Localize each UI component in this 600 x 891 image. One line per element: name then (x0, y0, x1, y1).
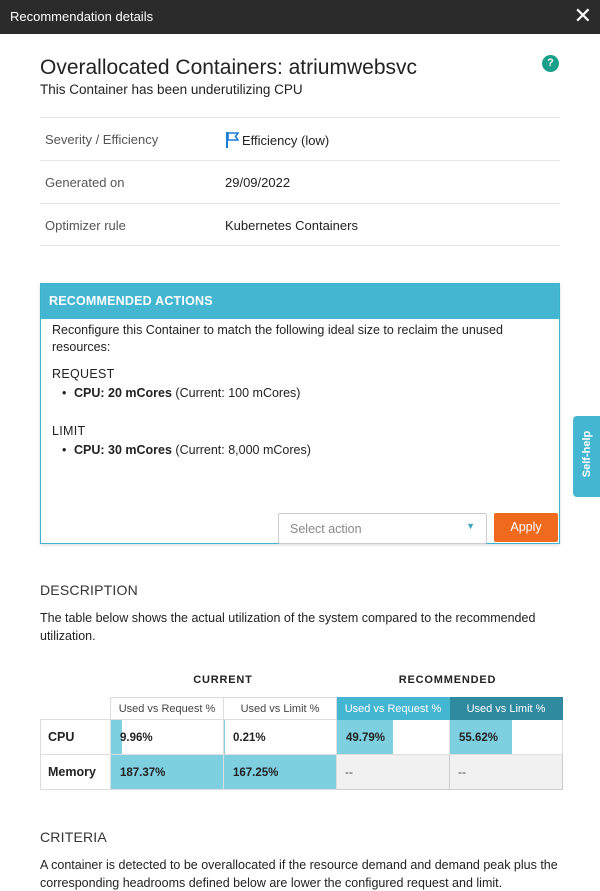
page-subtitle: This Container has been underutilizing CPU (40, 82, 303, 97)
recommended-actions-header: RECOMMENDED ACTIONS (41, 284, 559, 319)
recommended-actions-panel (40, 283, 560, 544)
description-text: The table below shows the actual utilization of the system compared to the recommended utilization. (40, 611, 536, 643)
cell-value: 55.62% (459, 732, 499, 744)
row-label: Memory (41, 755, 111, 790)
self-help-label: Self-help (581, 430, 593, 478)
cell-value: 49.79% (346, 732, 386, 744)
header-blank (41, 698, 111, 720)
utilization-table (40, 697, 563, 790)
criteria-text: A container is detected to be overallocated if the resource demand and demand peak plus the corresponding headrooms defined below are lower the configured request and limit. (40, 858, 558, 890)
cell-value: -- (345, 765, 353, 779)
table-cell (337, 720, 450, 755)
select-placeholder: Select action (290, 522, 362, 536)
recommended-group-label: RECOMMENDED (398, 674, 497, 686)
limit-title: LIMIT (52, 424, 86, 438)
select-action-dropdown[interactable] (278, 513, 487, 544)
table-cell (111, 720, 224, 755)
property-value (225, 132, 329, 148)
table-cell (224, 755, 337, 790)
criteria-heading: CRITERIA (40, 829, 107, 845)
table-row (41, 720, 563, 755)
table-header-row (41, 698, 563, 720)
self-help-tab[interactable] (573, 416, 600, 497)
list-item (52, 442, 311, 459)
column-header: Used vs Request % (111, 698, 224, 720)
properties-list (40, 117, 560, 246)
page-title: Overallocated Containers: atriumwebsvc (40, 56, 417, 79)
request-value: CPU: 20 mCores (74, 386, 172, 400)
apply-button[interactable]: Apply (494, 513, 558, 542)
row-label: CPU (41, 720, 111, 755)
limit-value: CPU: 30 mCores (74, 443, 172, 457)
property-row-generated (40, 160, 560, 203)
table-cell (111, 755, 224, 790)
description-heading: DESCRIPTION (40, 582, 138, 598)
property-row-severity (40, 117, 560, 160)
window-title: Recommendation details (10, 9, 154, 24)
help-icon[interactable]: ? (542, 55, 559, 72)
title-bar (0, 0, 600, 34)
cell-value: -- (458, 765, 466, 779)
table-row (41, 755, 563, 790)
request-title: REQUEST (52, 367, 115, 381)
severity-value: Efficiency (low) (242, 133, 330, 148)
cell-value: 167.25% (233, 767, 279, 779)
cell-value: 0.21% (233, 732, 266, 744)
current-group-label: CURRENT (193, 674, 253, 686)
property-value: 29/09/2022 (225, 175, 291, 190)
cell-value: 9.96% (120, 732, 153, 744)
table-cell (337, 755, 450, 790)
flag-icon (225, 132, 239, 148)
actions-intro: Reconfigure this Container to match the following ideal size to reclaim the unused resources: (52, 323, 503, 354)
property-value: Kubernetes Containers (225, 218, 358, 233)
column-header: Used vs Request % (337, 698, 450, 720)
limit-section (52, 423, 311, 459)
table-cell (450, 755, 563, 790)
property-row-optimizer (40, 203, 560, 246)
column-header: Used vs Limit % (450, 698, 563, 720)
limit-current: (Current: 8,000 mCores) (171, 443, 311, 457)
property-label: Generated on (45, 175, 125, 190)
chevron-down-icon: ▼ (466, 521, 475, 531)
request-current: (Current: 100 mCores) (171, 386, 301, 400)
table-cell (450, 720, 563, 755)
cell-value: 187.37% (120, 767, 166, 779)
property-label: Severity / Efficiency (45, 132, 159, 147)
request-section (52, 366, 300, 402)
table-cell (224, 720, 337, 755)
list-item (52, 385, 300, 402)
close-icon[interactable]: ✕ (573, 3, 592, 28)
property-label: Optimizer rule (45, 218, 126, 233)
column-header: Used vs Limit % (224, 698, 337, 720)
